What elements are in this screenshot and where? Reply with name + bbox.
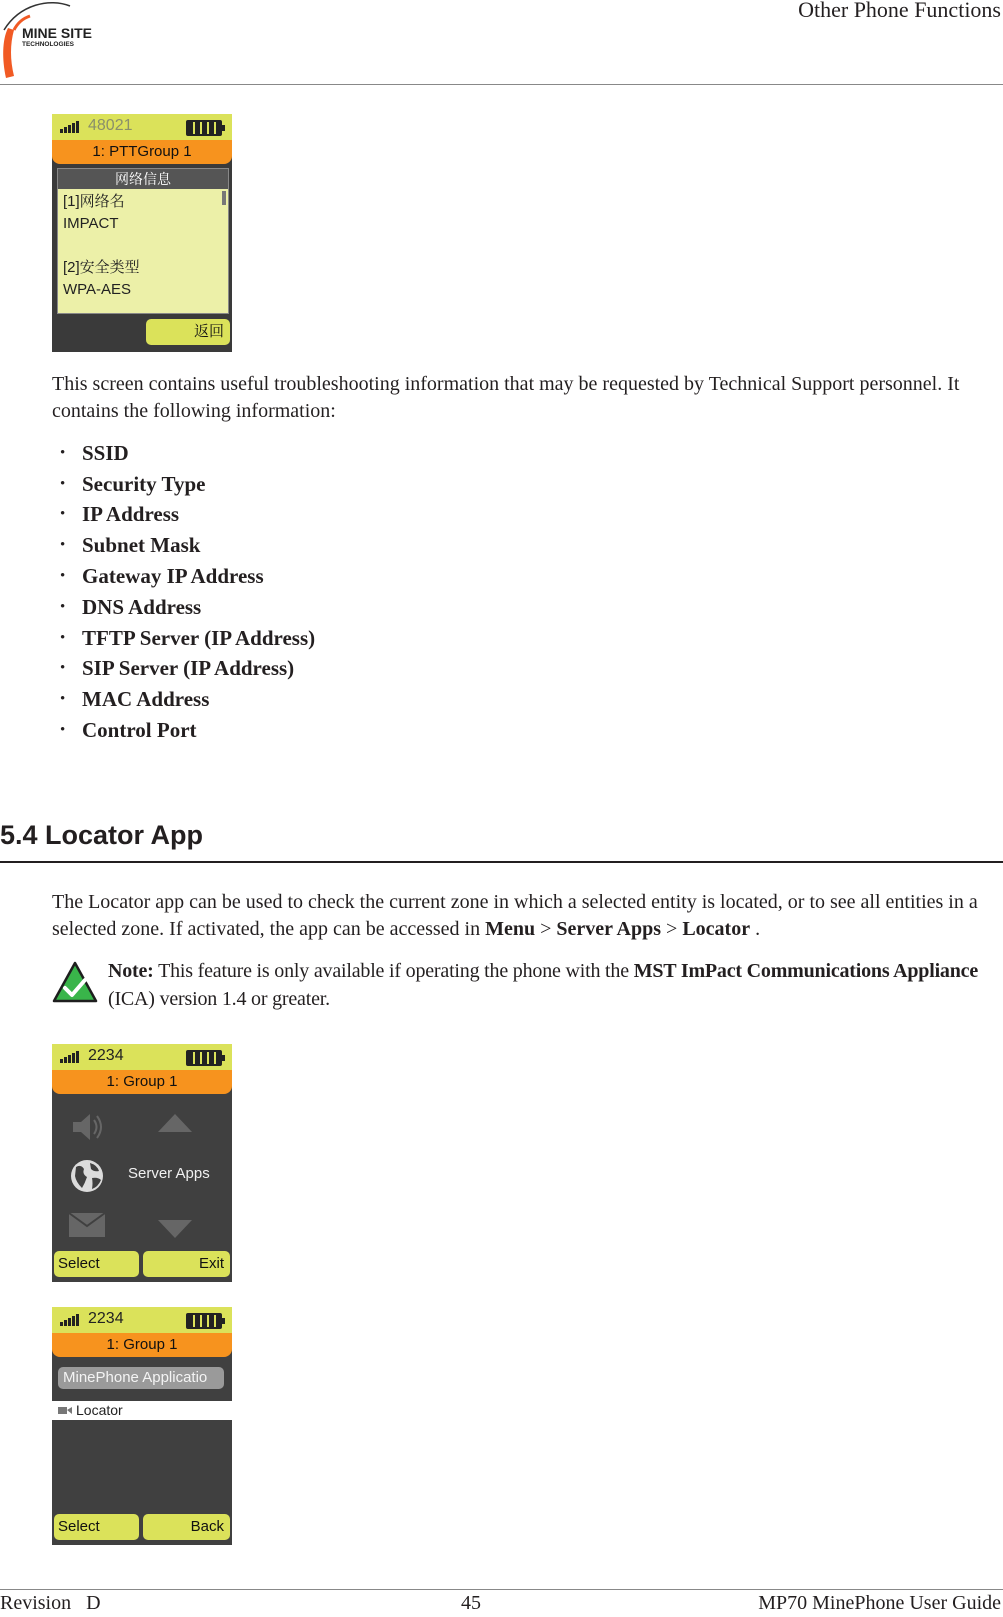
network-info-panel (57, 168, 229, 314)
menu-path-server-apps: Server Apps (556, 918, 662, 940)
battery-icon (186, 1313, 222, 1329)
panel-lines (58, 189, 228, 303)
signal-icon (60, 1314, 79, 1326)
list-item: • Subnet Mask (60, 533, 201, 558)
list-item: • Gateway IP Address (60, 564, 264, 589)
intro-paragraph: This screen contains useful troubleshooting information that may be requested by Technical Support personnel. It contains the following information: (52, 373, 960, 422)
scrollbar (222, 191, 226, 205)
panel-line: [2]安全类型 (63, 259, 140, 276)
list-item: • Security Type (60, 471, 206, 496)
phone-status-bar (52, 114, 232, 140)
speaker-icon (70, 1110, 106, 1144)
panel-line: [1]网络名 (63, 193, 125, 210)
back-softkey[interactable]: Back (143, 1514, 230, 1540)
locator-menu-screenshot (52, 1307, 232, 1545)
footer-page-number: 45 (461, 1592, 481, 1614)
phone-status-bar (52, 1307, 232, 1333)
signal-icon (60, 121, 79, 133)
battery-icon (186, 120, 222, 136)
header-section-name: Other Phone Functions (798, 0, 1001, 22)
note-text: Note: This feature is only available if operating the phone with the MST ImPact Communications Appliance (ICA) version 1.4 or greater. (108, 960, 979, 1010)
arrow-down-icon[interactable] (156, 1216, 194, 1240)
signal-icon (60, 1051, 79, 1063)
panel-line: WPA-AES (63, 281, 132, 298)
svg-text:TECHNOLOGIES: TECHNOLOGIES (22, 41, 75, 48)
footer-rule (0, 1589, 1003, 1590)
camera-icon (58, 1406, 72, 1415)
header-rule (0, 84, 1003, 85)
status-number: 48021 (88, 117, 133, 134)
list-item: • IP Address (60, 502, 180, 527)
note-check-icon (52, 961, 98, 1003)
note-bold-product: MST ImPact Communications Appliance (633, 960, 979, 982)
footer-guide-title: MP70 MinePhone User Guide (758, 1592, 1001, 1614)
mine-site-technologies-logo (0, 0, 120, 80)
back-softkey[interactable]: 返回 (146, 319, 230, 345)
section-rule (0, 861, 1003, 863)
arrow-up-icon[interactable] (156, 1112, 194, 1136)
group-bar: 1: Group 1 (52, 1070, 232, 1094)
group-bar: 1: Group 1 (52, 1333, 232, 1357)
locator-list-item[interactable] (52, 1401, 232, 1420)
menu-path-menu: Menu (485, 918, 536, 940)
app-list-header: MinePhone Applicatio (58, 1367, 224, 1389)
phone-status-bar (52, 1044, 232, 1070)
footer-revision: Revision D (0, 1592, 101, 1614)
note-label: Note: (108, 960, 154, 982)
list-item: • DNS Address (60, 594, 202, 619)
panel-title: 网络信息 (58, 169, 228, 189)
panel-line: IMPACT (63, 215, 119, 232)
info-bullet-list (60, 438, 315, 746)
status-number: 2234 (88, 1310, 124, 1327)
list-item: • Control Port (60, 718, 197, 743)
svg-text:MINE SITE: MINE SITE (22, 25, 93, 41)
list-item: • TFTP Server (IP Address) (60, 625, 316, 650)
exit-softkey[interactable]: Exit (143, 1251, 230, 1277)
menu-path-locator: Locator (682, 918, 751, 940)
server-apps-screenshot (52, 1044, 232, 1282)
envelope-icon (68, 1212, 106, 1238)
locator-item-label: Locator (76, 1402, 123, 1418)
panel-line (63, 235, 223, 257)
status-number: 2234 (88, 1047, 124, 1064)
menu-label[interactable]: Server Apps (128, 1165, 210, 1182)
group-bar: 1: PTTGroup 1 (52, 140, 232, 164)
list-item: • SSID (60, 440, 129, 465)
list-item: • MAC Address (60, 687, 210, 712)
section-heading: 5.4 Locator App (0, 820, 204, 850)
locator-paragraph: The Locator app can be used to check the current zone in which a selected entity is located, or to see all entities in a selected zone. If activated, the app can be accessed in Menu > Server Apps > Locator . (52, 891, 978, 940)
select-softkey[interactable]: Select (54, 1514, 139, 1540)
list-item: • SIP Server (IP Address) (60, 656, 295, 681)
network-info-screenshot (52, 114, 232, 352)
battery-icon (186, 1050, 222, 1066)
select-softkey[interactable]: Select (54, 1251, 139, 1277)
globe-icon (68, 1158, 106, 1194)
